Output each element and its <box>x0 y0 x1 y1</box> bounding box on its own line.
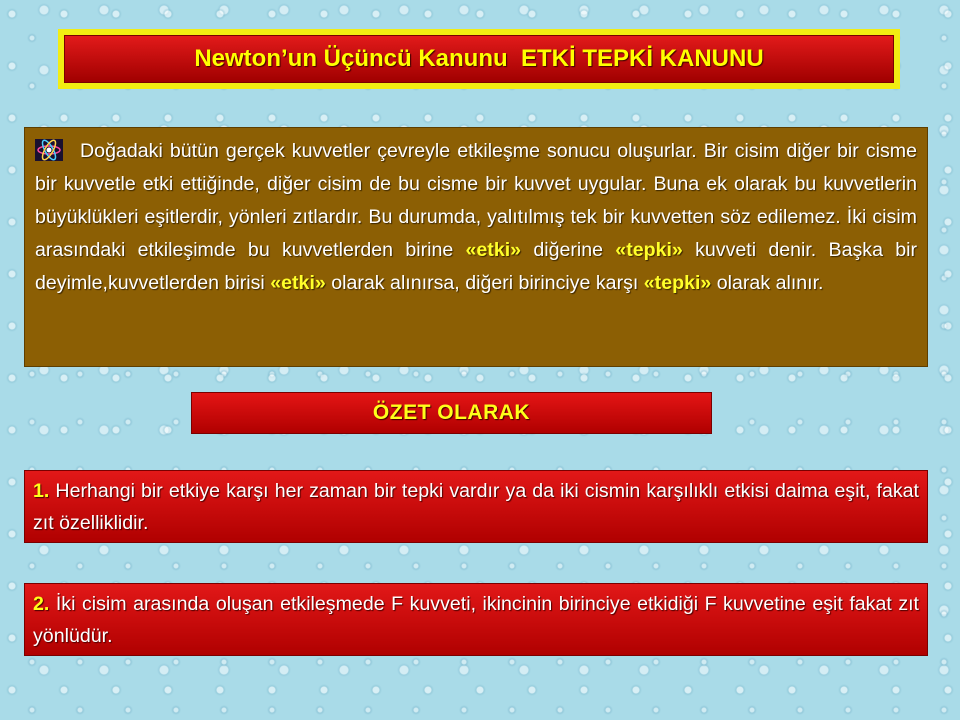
point-text: İki cisim arasında oluşan etkileşmede F kuvveti, ikincinin birinciye etkidiği F kuvvetine eşit fakat zıt yönlüdür. <box>33 593 919 647</box>
point-number: 1. <box>33 480 50 502</box>
atom-icon <box>35 139 63 161</box>
slide-title: Newton’un Üçüncü Kanunu ETKİ TEPKİ KANUNU <box>194 45 764 72</box>
point-number: 2. <box>33 593 50 615</box>
intro-text-5: olarak alınır. <box>711 272 824 294</box>
intro-text-4: olarak alınırsa, diğeri birinciye karşı <box>325 272 644 294</box>
summary-heading-bar <box>191 392 712 434</box>
intro-text-1: Doğadaki bütün gerçek kuvvetler çevreyle etkileşme sonucu oluşurlar. Bir cisim diğer bir cisme bir kuvvetle etki ettiğinde, diğer cisim de bu cisme bir kuvvet uygular. Buna ek olarak bu kuvvetlerin büyüklükleri eşitlerdir, yönleri zıtlardır. Bu durumda, yalıtılmış tek bir kuvvetten söz edilemez. İki cisim arasındaki etkileşimde bu kuvvetlerden birine <box>35 140 917 261</box>
intro-text-3: kuvveti denir. Başka bir deyimle,kuvvetlerden birisi <box>35 239 917 294</box>
etki-term: «etki» <box>465 239 522 261</box>
etki-term: «etki» <box>270 272 326 294</box>
intro-paragraph-box <box>24 127 928 367</box>
tepki-term: «tepki» <box>615 239 683 261</box>
point-text: Herhangi bir etkiye karşı her zaman bir tepki vardır ya da iki cismin karşılıklı etkisi daima eşit, fakat zıt özelliklidir. <box>33 480 919 534</box>
summary-heading: ÖZET OLARAK <box>372 401 531 424</box>
point-box-2 <box>24 583 928 656</box>
intro-text-2: diğerine <box>521 239 616 261</box>
tepki-term: «tepki» <box>643 272 712 294</box>
point-box-1 <box>24 470 928 543</box>
title-banner-inner <box>64 35 894 83</box>
title-banner <box>58 29 900 89</box>
